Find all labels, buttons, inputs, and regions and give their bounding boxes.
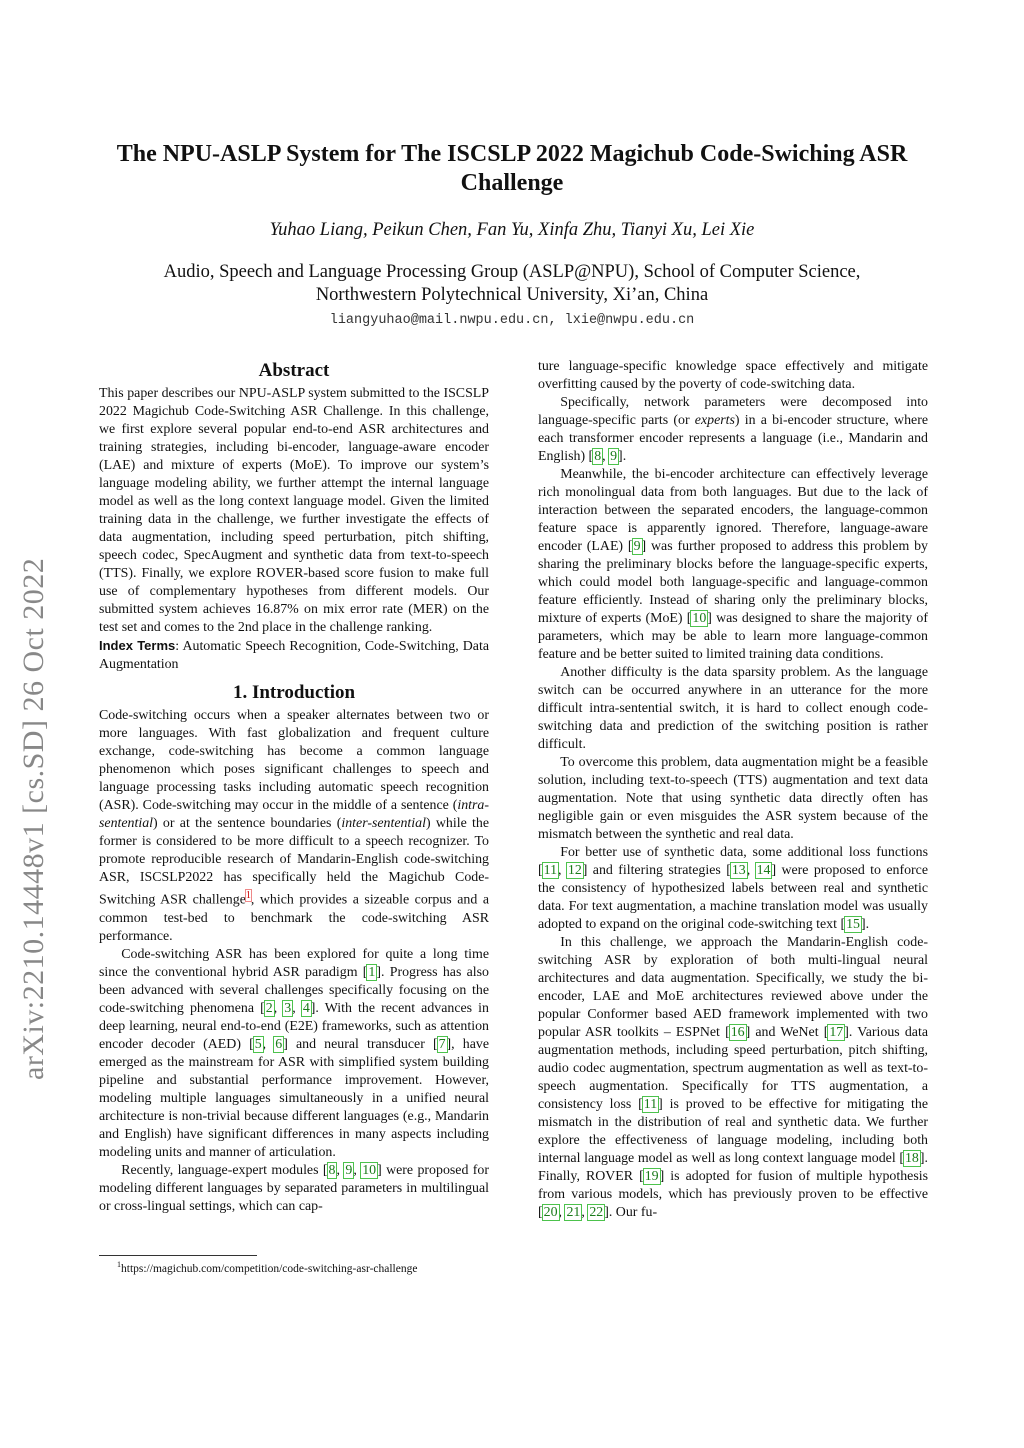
right-paragraph-5: To overcome this problem, data augmentation might be a feasible solution, including text-to-speech (TTS) augmentation and text data augmentation. Note that using synthetic data directly often has negligible gain or even misguides the ASR system because of the mismatch between the synthetic and real data. — [538, 755, 928, 842]
citation-link[interactable]: 16 — [730, 1025, 745, 1040]
intro-paragraph-2: Code-switching ASR has been explored for quite a long time since the conventional hybrid ASR paradigm [1]. Progress has also been advanced with several challenges specifically focusing on the code-switching phenomena [2, 3, 4]. With the recent advances in deep learning, neural end-to-end (E2E) frameworks, such as attention encoder decoder (AED) [5, 6] and neural transducer [7], have emerged as the mainstream for ASR with simplified system building pipeline and substantial performance improvement. However, modeling multiple languages simultaneously in a unified neural architecture is non-trivial because different languages (e.g., Mandarin and English) have significant differences in many aspects including modeling units and manner of articulation. — [99, 946, 489, 1160]
right-paragraph-3: Meanwhile, the bi-encoder architecture can effectively leverage rich monolingual data from both languages. But due to the lack of interaction between the separated encoders, the language-common feature space is apparently ignored. Therefore, language-aware encoder (LAE) [9] was further proposed to address this problem by sharing the preliminary blocks before the language-specific experts, which could model both language-specific and language-common feature efficiently. Instead of sharing only the preliminary blocks, mixture of experts (MoE) [10] was designed to share the majority of parameters, which may be able to learn more language-common feature and be better suited to limited training data conditions. — [538, 467, 929, 662]
citation-link[interactable]: 1 — [368, 964, 376, 980]
author-list: Yuhao Liang, Peikun Chen, Fan Yu, Xinfa Zhu, Tianyi Xu, Lei Xie — [269, 220, 755, 240]
right-paragraph-1: ture language-specific knowledge space effectively and mitigate overfitting caused by the poverty of code-switching data. — [538, 359, 928, 392]
footnote-url[interactable]: https://magichub.com/competition/code-switching-asr-challenge — [121, 1262, 418, 1275]
citation-link[interactable]: 17 — [829, 1025, 844, 1040]
citation-link[interactable]: 15 — [846, 917, 860, 932]
citation-link[interactable]: 9 — [345, 1162, 353, 1178]
citation-link[interactable]: 14 — [756, 863, 771, 878]
citation-link[interactable]: 4 — [302, 1000, 310, 1016]
footnote: $^1$https://magichub.com/competition/code-switching-asr-challenge — [117, 1260, 418, 1275]
index-terms: Index Terms: Automatic Speech Recognition, Code-Switching, Data Augmentation — [99, 638, 489, 672]
right-column — [538, 358, 928, 1222]
citation-link[interactable]: 12 — [567, 863, 582, 878]
citation-link[interactable]: 2 — [265, 1000, 273, 1016]
affiliation-line-1: Audio, Speech and Language Processing Group (ASLP@NPU), School of Computer Science, — [163, 262, 861, 282]
left-column — [99, 358, 489, 1216]
right-paragraph-4: Another difficulty is the data sparsity problem. As the language switch can be occurred anywhere in an utterance for the more difficult intra-sentential switch, it is hard to collect enough code-switching data and prediction of the switching position is rather difficult. — [538, 665, 928, 752]
right-paragraph-2: Specifically, network parameters were decomposed into language-specific parts (or experts) in a bi-encoder structure, where each transformer encoder represents a language (i.e., Mandarin and English) [8, 9]. — [538, 395, 928, 464]
citation-link[interactable]: 9 — [633, 539, 641, 554]
citation-link[interactable]: 6 — [275, 1036, 283, 1052]
citation-link[interactable]: 9 — [610, 449, 618, 464]
citation-link[interactable]: 7 — [438, 1036, 446, 1052]
citation-link[interactable]: 8 — [594, 449, 602, 464]
citation-link[interactable]: 10 — [362, 1162, 377, 1178]
abstract-heading: Abstract — [258, 360, 330, 381]
right-paragraph-6: For better use of synthetic data, some additional loss functions [11, 12] and filtering strategies [13, 14] were proposed to enforce the consistency of hypothesized labels between real and synthetic data. For text augmentation, a machine translation model was usually adopted to expand on the original code-switching text [15]. — [538, 845, 928, 932]
affiliation — [80, 261, 944, 307]
intro-paragraph-1: Code-switching occurs when a speaker alternates between two or more languages. With fast globalization and frequent culture exchange, code-switching has become a common language phenomenon which poses significant challenges to speech and language processing tasks including automatic speech recognition (ASR). Code-switching may occur in the middle of a sentence (intra-sentential) or at the sentence boundaries (inter-sentential) while the former is considered to be more difficult to a speech recognizer. To promote reproducible research of Mandarin-English code-switching ASR, ISCSLP2022 has specifically held the Magichub Code-Switching ASR challenge$^1$, which provides a sizeable corpus and a common test-bed to benchmark the code-switching ASR performance. — [99, 708, 489, 944]
paper-title: The NPU-ASLP System for The ISCSLP 2022 Magichub Code-Swiching ASR Challenge — [116, 141, 908, 196]
footnote-link[interactable]: 1 — [245, 890, 251, 901]
citation-link[interactable]: 20 — [543, 1205, 558, 1220]
citation-link[interactable]: 19 — [644, 1169, 659, 1184]
citation-link[interactable]: 22 — [589, 1205, 604, 1220]
right-paragraph-7: In this challenge, we approach the Mandarin-English code-switching ASR by exploration of both multi-lingual neural architectures and data augmentation. Specifically, we study the bi-encoder, LAE and MoE architectures reviewed above under the popular Conformer based AED framework implemented with two popular ASR toolkits – ESPNet [16] and WeNet [17]. Various data augmentation methods, including speed perturbation, pitch shifting, audio codec augmentation, spectrum augmentation as well as text-to-speech augmentation. Specifically for TTS augmentation, a consistency loss [11] is proved to be effective for mitigating the mismatch in the distribution of real and synthetic data. We further explore the effectiveness of language modeling, including both internal language model as well as long context language model [18]. Finally, ROVER [19] is adopted for fusion of multiple hypothesis from various models, which has previously proven to be effective [20, 21, 22]. Our fu- — [538, 935, 928, 1220]
author-emails: liangyuhao@mail.nwpu.edu.cn, lxie@nwpu.edu.cn — [329, 313, 695, 328]
citation-link[interactable]: 3 — [284, 1000, 292, 1016]
index-terms-label: Index Terms — [99, 638, 176, 653]
citation-link[interactable]: 10 — [692, 611, 707, 626]
footnote-rule — [99, 1255, 257, 1256]
citation-link[interactable]: 21 — [566, 1205, 581, 1220]
citation-link[interactable]: 8 — [328, 1162, 336, 1178]
citation-link[interactable]: 11 — [643, 1097, 658, 1112]
affiliation-line-2: Northwestern Polytechnical University, Xi’an, China — [315, 285, 709, 305]
citation-link[interactable]: 5 — [254, 1036, 262, 1052]
citation-link[interactable]: 18 — [904, 1151, 919, 1166]
arxiv-side-stamp: arXiv:2210.14448v1 [cs.SD] 26 Oct 2022 — [17, 557, 50, 1080]
citation-link[interactable]: 11 — [543, 863, 558, 878]
introduction-heading: 1. Introduction — [232, 682, 356, 703]
abstract-text: This paper describes our NPU-ASLP system submitted to the ISCSLP 2022 Magichub Code-Switching ASR Challenge. In this challenge, we first explore several popular end-to-end ASR architectures and training strategies, including bi-encoder, language-aware encoder (LAE) and mixture of experts (MoE). To improve our system’s language modeling ability, we further attempt the internal language model as well as the long context language model. Given the limited training data in the challenge, we further investigate the effects of data augmentation, including speed perturbation, pitch shifting, speech codec, SpecAugment and synthetic data from text-to-speech (TTS). Finally, we explore ROVER-based score fusion to make full use of complementary hypotheses from different models. Our submitted system achieves 16.87% on mix error rate (MER) on the test set and comes to the 2nd place in the challenge ranking. — [99, 386, 489, 635]
citation-link[interactable]: 13 — [731, 863, 746, 878]
intro-paragraph-3: Recently, language-expert modules [8, 9, 10] were proposed for modeling different languages by separated parameters in multilingual or cross-lingual settings, which can cap- — [99, 1162, 489, 1214]
